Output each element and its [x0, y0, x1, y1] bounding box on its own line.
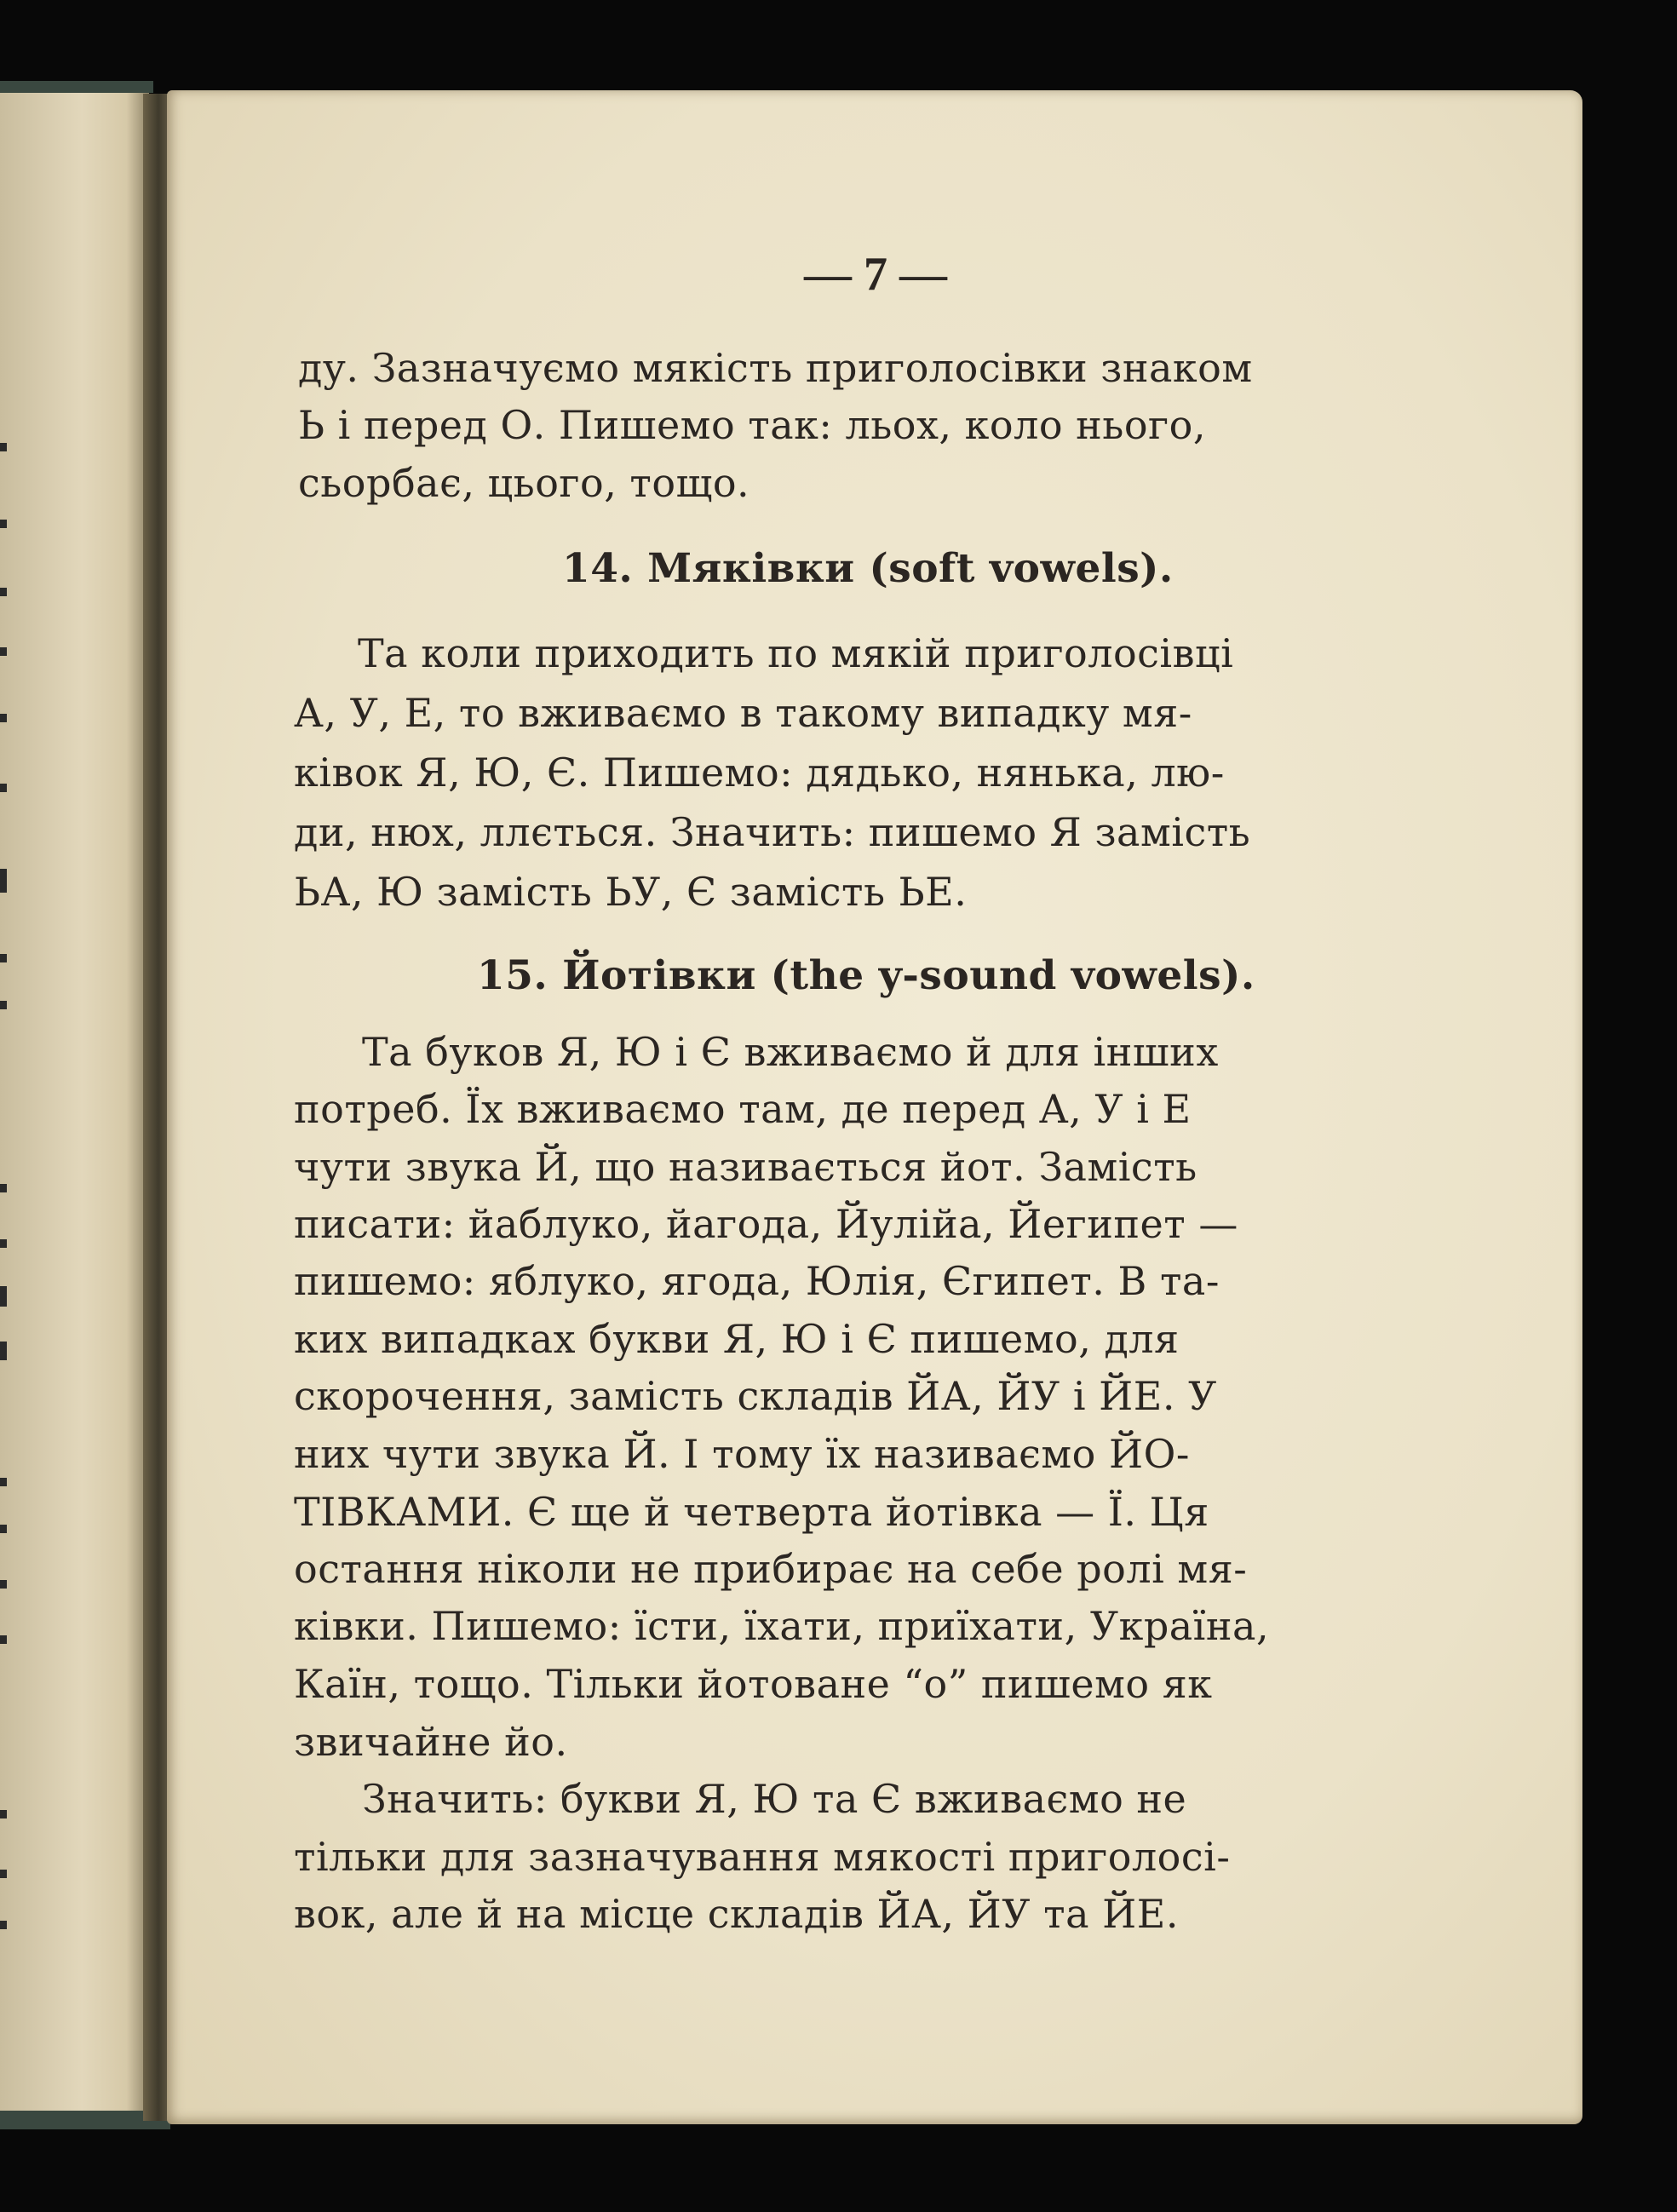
section-heading-14: 14. Мяківки (soft vowels). — [562, 545, 1174, 592]
cover-edge-top — [0, 81, 153, 93]
page-number: — 7 — — [804, 248, 947, 301]
text-line: А, У, Е, то вживаємо в такому випадку мя- — [294, 690, 1192, 736]
text-line: ЬА, Ю замість ЬУ, Є замість ЬЕ. — [294, 869, 968, 915]
facing-page-mark — [0, 588, 7, 596]
facing-page-mark — [0, 1635, 7, 1644]
facing-page-mark — [0, 1239, 7, 1248]
facing-page-mark — [0, 714, 7, 722]
text-line: Каїн, тощо. Тільки йотоване “о” пишемо як — [294, 1661, 1213, 1707]
text-line: ких випадках букви Я, Ю і Є пишемо, для — [294, 1316, 1180, 1362]
section-heading-15: 15. Йотівки (the y-sound vowels). — [477, 952, 1255, 999]
facing-page-mark — [0, 443, 7, 451]
text-line: скорочення, замість складів ЙА, ЙУ і ЙЕ. У — [294, 1373, 1217, 1419]
facing-page-mark — [0, 1870, 7, 1878]
facing-page-mark — [0, 647, 7, 656]
text-line: сьорбає, цього, тощо. — [298, 460, 750, 506]
text-line: ківки. Пишемо: їсти, їхати, приїхати, Україна, — [294, 1603, 1270, 1649]
text-line: ТІВКАМИ. Є ще й четверта йотівка — Ї. Ця — [294, 1489, 1209, 1535]
text-line: Та буков Я, Ю і Є вживаємо й для інших — [362, 1029, 1219, 1075]
text-line: Та коли приходить по мякій приголосівці — [358, 630, 1234, 676]
text-line: писати: йаблуко, йагода, Йулійа, Йегипет — — [294, 1201, 1238, 1247]
text-line: потреб. Їх вживаємо там, де перед А, У і Е — [294, 1086, 1192, 1132]
facing-page-mark — [0, 1001, 7, 1009]
text-line: звичайне йо. — [294, 1719, 568, 1765]
text-line: пишемо: яблуко, ягода, Юлія, Єгипет. В та- — [294, 1258, 1220, 1304]
facing-page-mark — [0, 1286, 7, 1307]
text-line: вок, але й на місце складів ЙА, ЙУ та ЙЕ. — [294, 1891, 1179, 1937]
facing-page-mark — [0, 1810, 7, 1818]
facing-page-mark — [0, 1921, 7, 1929]
text-line: ду. Зазначуємо мякість приголосівки знаком — [298, 345, 1253, 391]
facing-page-mark — [0, 1184, 7, 1192]
text-line: остання ніколи не прибирає на себе ролі мя- — [294, 1546, 1248, 1592]
facing-page-mark — [0, 869, 7, 893]
facing-page-mark — [0, 1342, 7, 1360]
facing-page-edge — [0, 81, 149, 2125]
text-line: Ь і перед О. Пишемо так: льох, коло нього, — [298, 402, 1206, 448]
facing-page-mark — [0, 784, 7, 792]
text-line: Значить: букви Я, Ю та Є вживаємо не — [362, 1776, 1187, 1822]
text-line: чути звука Й, що називається йот. Замість — [294, 1144, 1197, 1190]
text-line: них чути звука Й. І тому їх називаємо ЙО- — [294, 1431, 1190, 1477]
facing-page-mark — [0, 1525, 7, 1533]
text-line: ди, нюх, ллється. Значить: пишемо Я замість — [294, 809, 1251, 855]
text-line: ківок Я, Ю, Є. Пишемо: дядько, нянька, лю- — [294, 750, 1225, 796]
facing-page-mark — [0, 520, 7, 528]
facing-page-mark — [0, 954, 7, 962]
facing-page-mark — [0, 1580, 7, 1589]
facing-page-mark — [0, 1478, 7, 1486]
text-line: тільки для зазначування мякості приголосі- — [294, 1834, 1231, 1880]
